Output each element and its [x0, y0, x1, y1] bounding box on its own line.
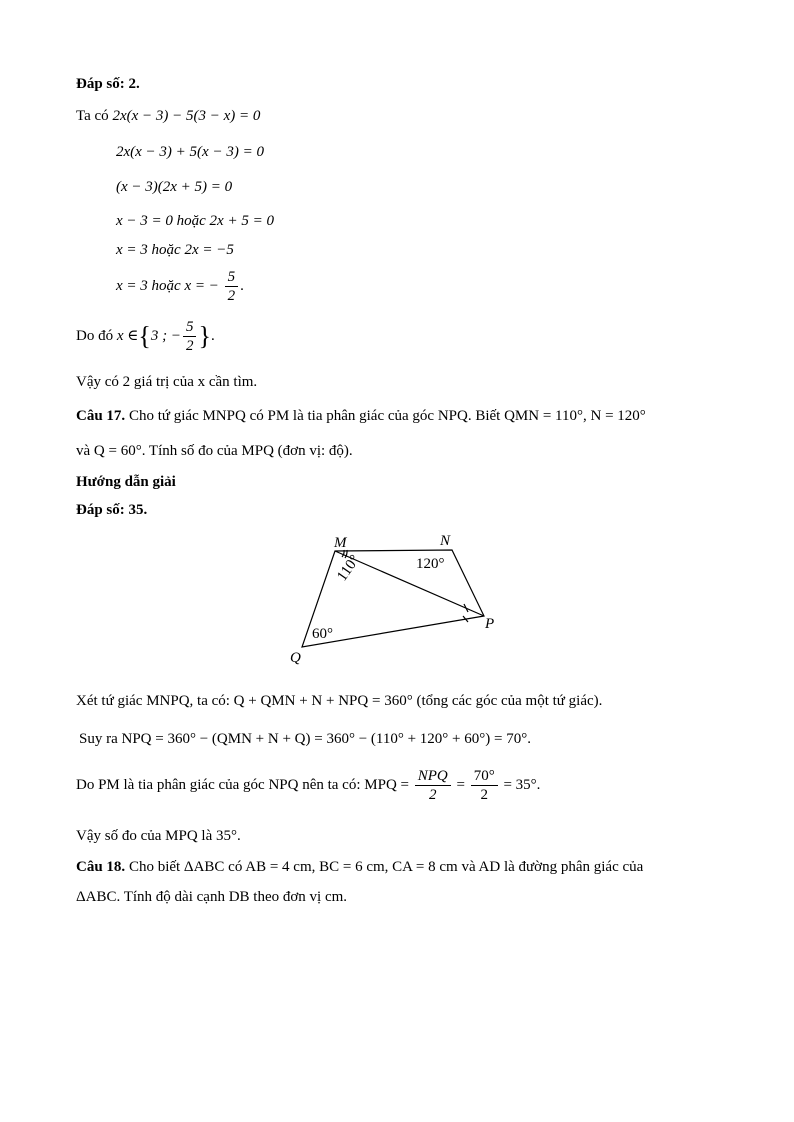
- angle-label-M: 110°: [334, 552, 364, 585]
- equation-line-3: (x − 3)(2x + 5) = 0: [116, 179, 233, 195]
- equation-6-text: x = 3 hoặc x = −: [116, 277, 219, 294]
- fraction-NPQ-half: [415, 767, 451, 804]
- equation-line-1: [76, 106, 260, 126]
- solution-line-3-text: Do PM là tia phân giác của góc NPQ nên ta có: MPQ =: [76, 776, 409, 793]
- vertex-label-P: P: [485, 616, 495, 632]
- question-17-line-1: [76, 406, 718, 426]
- fraction-numerator: NPQ: [415, 767, 451, 786]
- solution-conclusion: Vậy số đo của MPQ là 35°.: [76, 828, 241, 844]
- solution-set-intro: Do đó: [76, 327, 114, 344]
- conclusion-16: Vậy có 2 giá trị của x cần tìm.: [76, 374, 258, 390]
- equation-line-5: x = 3 hoặc 2x = −5: [116, 242, 234, 258]
- equation-1: 2x(x − 3) − 5(3 − x) = 0: [112, 108, 261, 124]
- solution-line-3: [76, 767, 540, 804]
- solution-line-3-result: = 35°.: [503, 776, 541, 793]
- guide-heading: Hướng dẫn giải: [76, 474, 176, 490]
- angle-label-Q: 60°: [312, 626, 333, 642]
- vertex-label-Q: Q: [290, 650, 301, 666]
- equation-line-4: x − 3 = 0 hoặc 2x + 5 = 0: [116, 213, 274, 229]
- equals-sign: =: [456, 776, 465, 793]
- answer-16: Đáp số: 2.: [76, 76, 140, 92]
- question-17-line-2: và Q = 60°. Tính số đo của MPQ (đơn vị: độ).: [76, 443, 353, 459]
- fraction-numerator: 5: [183, 318, 197, 337]
- equation-line-2: 2x(x − 3) + 5(x − 3) = 0: [116, 144, 264, 160]
- solution-set-inner: 3 ; −: [150, 327, 181, 344]
- question-17-label: Câu 17.: [76, 408, 126, 424]
- question-18-label: Câu 18.: [76, 859, 126, 875]
- question-18-line-2: ΔABC. Tính độ dài cạnh DB theo đơn vị cm.: [76, 889, 348, 905]
- equation-intro: Ta có: [76, 108, 109, 124]
- fraction-numerator: 5: [225, 268, 239, 287]
- angle-label-N: 120°: [416, 556, 445, 572]
- solution-set-symbol: x ∈: [116, 327, 139, 344]
- question-17-text-1: Cho tứ giác MNPQ có PM là tia phân giác của góc NPQ. Biết QMN = 110°, N = 120°: [128, 408, 646, 424]
- fraction-denominator: 2: [227, 288, 236, 304]
- fraction-70-half: [471, 767, 498, 804]
- solution-set-line: Do đó x ∈{3 ; − $\frac{5}{2}$ }.: [76, 319, 215, 354]
- question-18-line-1: [76, 857, 718, 877]
- solution-line-2: Suy ra NPQ = 360° − (QMN + N + Q) = 360° − (110° + 120° + 60°) = 70°.: [79, 731, 531, 747]
- solution-set-fraction: [183, 318, 197, 355]
- vertex-label-N: N: [440, 533, 451, 549]
- solution-line-1: Xét tứ giác MNPQ, ta có: Q + QMN + N + NPQ = 360° (tổng các góc của một tứ giác).: [76, 693, 603, 709]
- fraction-denominator: 2: [185, 338, 194, 354]
- vertex-label-M: M: [334, 535, 347, 551]
- answer-17: Đáp số: 35.: [76, 502, 148, 518]
- equation-line-6: x = 3 hoặc x = − $\frac{5}{2}$ .: [116, 269, 244, 304]
- fraction-five-halves: [225, 268, 239, 305]
- question-18-text-1: Cho biết ΔABC có AB = 4 cm, BC = 6 cm, CA = 8 cm và AD là đường phân giác của: [128, 859, 644, 875]
- quadrilateral-figure: [280, 528, 520, 670]
- fraction-denominator: 2: [480, 787, 488, 803]
- fraction-denominator: 2: [428, 787, 437, 803]
- fraction-numerator: 70°: [471, 767, 498, 786]
